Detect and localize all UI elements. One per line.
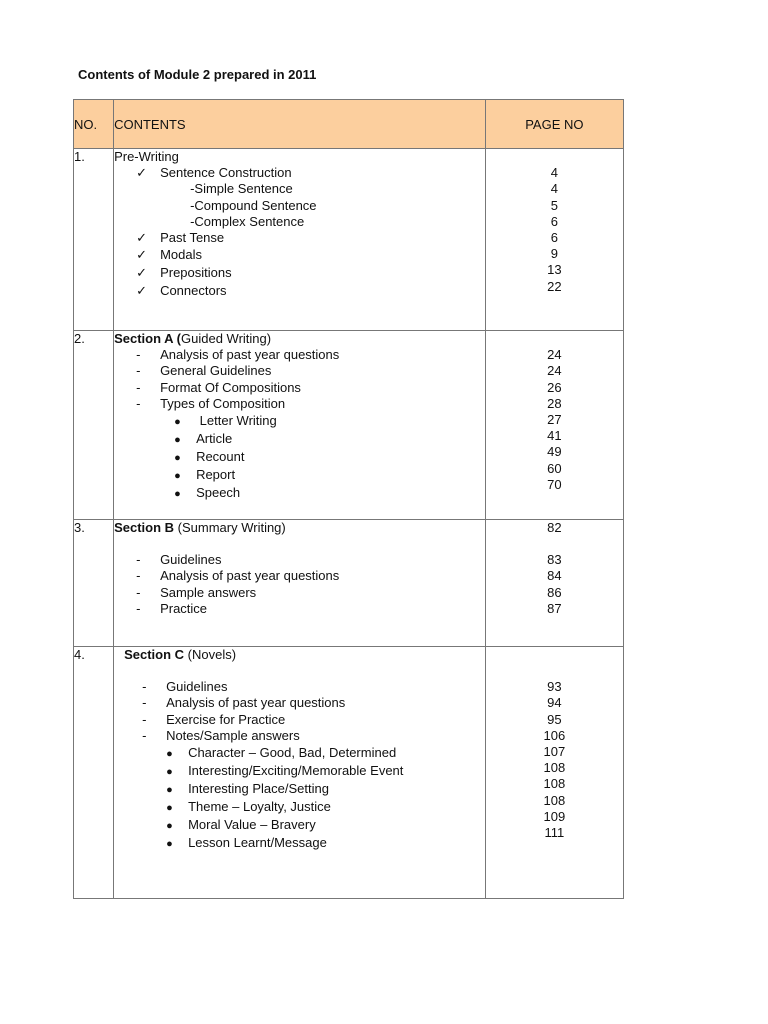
list-item: - Format Of Compositions [136,379,301,395]
page-number: 6 [550,213,558,229]
row-contents [114,647,486,899]
section-heading: Section B (Summary Writing) [114,520,286,535]
list-item: ● Speech [114,484,485,502]
list-item: - Analysis of past year questions [136,568,340,584]
page-number: 108 [543,792,566,808]
row-pages [485,647,623,899]
page-number: 70 [547,476,562,492]
bullet-icon: ● [174,469,181,482]
page-number: 86 [547,584,562,600]
list-item: - Notes/Sample answers [142,727,300,743]
page-number: 109 [543,808,566,824]
page-number: 106 [543,727,566,743]
row-pages [485,149,623,331]
list-item: - Guidelines [142,679,228,695]
list-item: ● Article [114,430,485,448]
row-pages [485,520,623,647]
list-item: -Compound Sentence [190,197,317,213]
list-item: - Types of Composition [136,395,286,411]
header-contents: CONTENTS [114,100,486,149]
row-number: 1. [74,149,114,331]
page-number: 60 [547,460,562,476]
page-number: 4 [550,181,558,197]
row-pages [485,331,623,520]
bullet-icon: ● [166,819,173,832]
page-number: 87 [547,600,562,616]
list-item: ● Interesting Place/Setting [124,780,485,798]
list-item: - Analysis of past year questions [136,347,340,363]
page-number: 24 [547,363,562,379]
bullet-icon: ● [174,433,181,446]
contents-table [73,99,624,899]
table-header-row [74,100,624,149]
bullet-icon: ● [166,783,173,796]
page-number: 83 [547,552,562,568]
list-item: - Sample answers [136,584,257,600]
bullet-icon: ● [174,487,181,500]
page-number: 9 [550,246,558,262]
list-item: ✓ Modals [136,247,202,263]
list-item: -Simple Sentence [190,181,293,197]
page-number: 84 [547,568,562,584]
page-number: 28 [547,395,562,411]
check-icon: ✓ [136,165,147,181]
list-item: ● Recount [114,448,485,466]
page-number: 94 [547,695,562,711]
row-contents [114,331,486,520]
bullet-icon: ● [166,837,173,850]
list-item: ● Interesting/Exciting/Memorable Event [124,762,485,780]
list-item: - Analysis of past year questions [142,695,346,711]
page-number: 93 [547,679,562,695]
page-number: 107 [543,743,566,759]
section-heading: Section C (Novels) [124,647,237,662]
page-number: 27 [547,411,562,427]
row-number: 3. [74,520,114,647]
list-item: ● Moral Value – Bravery [124,816,485,834]
check-icon: ✓ [136,229,147,245]
list-item: ✓ Connectors [136,283,227,299]
list-item: ● Character – Good, Bad, Determined [124,744,485,762]
list-item: - General Guidelines [136,363,272,379]
list-item: -Complex Sentence [190,213,305,229]
list-item: - Exercise for Practice [142,711,286,727]
page-number: 6 [550,229,558,245]
table-row-section-4 [74,647,624,899]
page-number: 26 [547,379,562,395]
page-number: 41 [547,428,562,444]
table-row-section-2 [74,331,624,520]
list-item: ● Letter Writing [114,412,485,430]
bullet-icon: ● [166,747,173,760]
bullet-icon: ● [166,801,173,814]
page-number: 111 [544,824,565,840]
list-item: ✓ Sentence Construction [136,165,292,181]
header-no: NO. [74,100,114,149]
header-page-no: PAGE NO [485,100,623,149]
page-number: 4 [550,165,558,181]
row-number: 4. [74,647,114,899]
row-number: 2. [74,331,114,520]
page-number: 108 [543,760,566,776]
check-icon: ✓ [136,265,147,281]
page-number: 82 [547,520,562,535]
section-heading: Section A (Guided Writing) [114,331,272,346]
page-number: 22 [547,278,562,294]
page-number: 49 [547,444,562,460]
bullet-icon: ● [174,451,181,464]
section-heading: Pre-Writing [114,149,179,164]
page-number: 5 [550,197,558,213]
list-item: - Guidelines [136,552,222,568]
list-item: - Practice [136,600,208,616]
page-number: 24 [547,347,562,363]
page-number: 108 [543,776,566,792]
list-item: ✓ Past Tense [136,229,225,245]
document-title: Contents of Module 2 prepared in 2011 [78,67,317,82]
bullet-icon: ● [174,415,181,428]
row-contents [114,520,486,647]
check-icon: ✓ [136,247,147,263]
page-number: 95 [547,711,562,727]
list-item: ● Report [114,466,485,484]
list-item: ✓ Prepositions [136,265,232,281]
check-icon: ✓ [136,283,147,299]
table-row-section-1 [74,149,624,331]
table-row-section-3 [74,520,624,647]
page-number: 13 [547,262,562,278]
list-item: ● Theme – Loyalty, Justice [124,798,485,816]
bullet-icon: ● [166,765,173,778]
row-contents [114,149,486,331]
list-item: ● Lesson Learnt/Message [124,834,485,852]
